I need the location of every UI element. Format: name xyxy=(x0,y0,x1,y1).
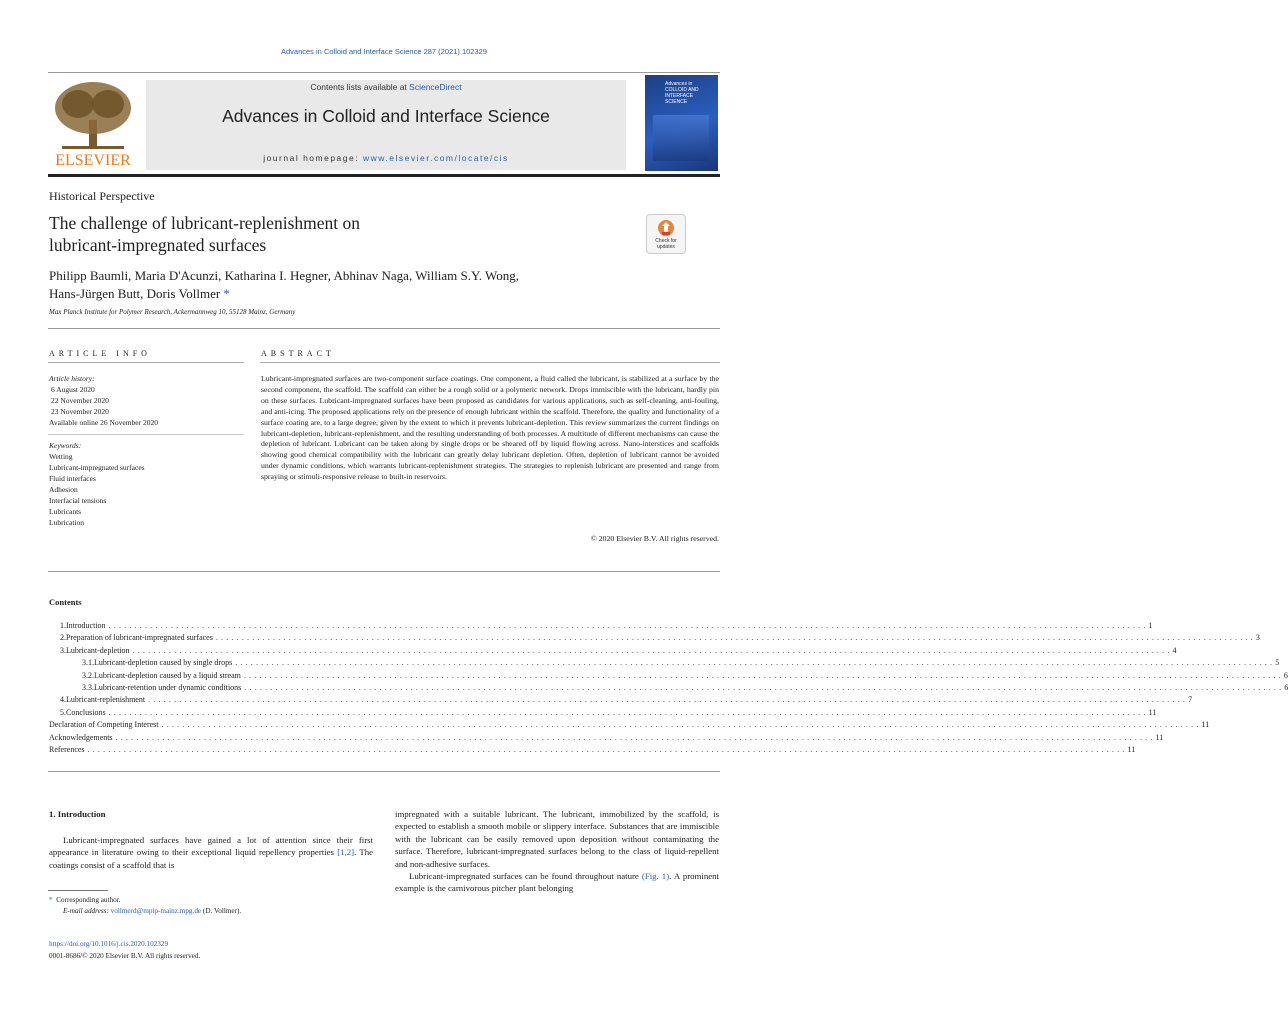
article-title-line1: The challenge of lubricant-replenishment on xyxy=(49,213,360,233)
body-text: . The coatings consist of a scaffold that is xyxy=(49,847,374,870)
toc-leader-dots: ........................................................................................................................................................................................................ xyxy=(215,633,1256,643)
toc-entry[interactable] xyxy=(49,682,1288,695)
footnote-divider xyxy=(48,890,108,891)
toc-number: 3.1. xyxy=(82,658,94,668)
check-updates-label: Check for updates xyxy=(655,238,677,250)
authors-line1: Philipp Baumli, Maria D'Acunzi, Katharina I. Hegner, Abhinav Naga, William S.Y. Wong, xyxy=(49,268,519,283)
toc-entry[interactable] xyxy=(49,621,1153,633)
elsevier-logo xyxy=(48,78,138,170)
keyword: Wetting xyxy=(49,452,73,461)
toc-page-number: 7 xyxy=(1188,695,1193,705)
toc-leader-dots: ........................................................................................................................................................................................................ xyxy=(161,720,1202,730)
toc-leader-dots: ........................................................................................................................................................................................................ xyxy=(108,707,1149,717)
history-revised: 22 November 2020 xyxy=(51,396,109,405)
toc-page-number: 11 xyxy=(1127,744,1136,754)
toc-entry[interactable] xyxy=(49,670,1288,683)
abstract-label: ABSTRACT xyxy=(261,349,335,358)
keywords-divider xyxy=(48,434,244,435)
contents-prefix: Contents lists available at xyxy=(310,82,410,92)
footnote-email-name: (D. Vollmer). xyxy=(201,907,242,915)
toc-entry[interactable] xyxy=(49,695,1193,707)
body-paragraph xyxy=(395,870,719,895)
sciencedirect-link[interactable]: ScienceDirect xyxy=(409,82,462,92)
toc-leader-dots: ........................................................................................................................................................................................................ xyxy=(243,670,1284,680)
toc-leader-dots: ........................................................................................................................................................................................................ xyxy=(244,682,1285,692)
article-info-label: ARTICLE INFO xyxy=(49,349,151,358)
article-info-divider xyxy=(48,362,244,363)
toc-leader-dots: ........................................................................................................................................................................................................ xyxy=(148,695,1189,705)
journal-homepage xyxy=(146,153,626,163)
toc-number: 3.3. xyxy=(82,682,94,692)
body-column-right xyxy=(395,808,719,895)
toc-entry[interactable] xyxy=(49,707,1157,720)
toc-leader-dots: ........................................................................................................................................................................................................ xyxy=(87,744,1128,754)
toc-leader-dots: ........................................................................................................................................................................................................ xyxy=(235,658,1276,668)
author-list xyxy=(49,267,649,303)
figure-link[interactable]: (Fig. 1) xyxy=(641,871,670,882)
toc-leader-dots: ........................................................................................................................................................................................................ xyxy=(132,645,1173,655)
toc-title[interactable]: Lubricant-depletion xyxy=(66,645,130,655)
footnote-email-label: E-mail address: xyxy=(63,907,111,915)
authors-line2: Hans-Jürgen Butt, Doris Vollmer xyxy=(49,286,221,301)
keyword: Interfacial tensions xyxy=(49,496,107,505)
abstract-copyright: © 2020 Elsevier B.V. All rights reserved. xyxy=(590,534,719,543)
history-accepted: 23 November 2020 xyxy=(51,407,109,416)
toc-title[interactable]: Lubricant-depletion caused by single drops xyxy=(94,658,233,668)
footnote xyxy=(49,895,241,917)
toc-entry[interactable] xyxy=(49,658,1280,670)
toc-entry[interactable] xyxy=(49,645,1177,658)
toc-title[interactable]: Conclusions xyxy=(66,707,106,717)
section-heading-introduction: 1. Introduction xyxy=(49,809,106,819)
toc-number: 2. xyxy=(60,633,66,643)
toc-title[interactable]: Introduction xyxy=(66,621,106,630)
cover-graphic xyxy=(653,115,709,161)
divider xyxy=(48,571,720,572)
divider xyxy=(48,771,720,772)
toc-page-number: 4 xyxy=(1172,645,1177,655)
toc-page-number: 6 xyxy=(1284,682,1288,692)
article-title xyxy=(49,212,609,256)
keywords-label: Keywords: xyxy=(49,441,82,450)
keywords xyxy=(49,440,239,528)
doi-link[interactable]: https://doi.org/10.1016/j.cis.2020.102329 xyxy=(49,940,169,948)
toc-title[interactable]: Lubricant-replenishment xyxy=(66,695,146,705)
cover-title: Advances in COLLOID AND INTERFACE SCIENCE xyxy=(665,81,699,105)
history-online: Available online 26 November 2020 xyxy=(49,418,158,427)
body-text: . A prominent example is the carnivorous pitcher plant belonging xyxy=(395,871,719,894)
toc-page-number: 11 xyxy=(1155,732,1164,742)
toc-entry[interactable] xyxy=(49,732,1164,745)
check-for-updates-button[interactable] xyxy=(646,214,686,254)
toc-title[interactable]: References xyxy=(49,744,85,754)
toc-number: 3.2. xyxy=(82,670,94,680)
journal-title: Advances in Colloid and Interface Science xyxy=(222,106,550,126)
citation-link[interactable]: [1,2] xyxy=(337,847,355,858)
toc-entry[interactable] xyxy=(49,744,1136,757)
elsevier-tree-icon xyxy=(48,78,138,170)
article-type: Historical Perspective xyxy=(49,189,155,203)
history-label: Article history: xyxy=(49,374,95,383)
body-paragraph: impregnated with a suitable lubricant. The lubricant, immobilized by the scaffold, is expected to establish a smooth mobile or slippery interface. Substances that are immiscible with the lubricant can be easily removed upon deposition without contaminating the surface. Therefore, lubricant-impregnated surfaces belong to the class of liquid-repellent and non-adhesive surfaces. xyxy=(395,809,719,869)
toc-page-number: 11 xyxy=(1201,720,1210,730)
toc-title[interactable]: Preparation of lubricant-impregnated surfaces xyxy=(66,633,213,643)
toc-page-number: 11 xyxy=(1148,707,1157,717)
toc-page-number: 6 xyxy=(1283,670,1288,680)
keyword: Lubricants xyxy=(49,507,82,516)
issn-line: 0001-8686/© 2020 Elsevier B.V. All rights reserved. xyxy=(49,952,201,960)
body-column-left xyxy=(49,834,373,871)
toc-number: 5. xyxy=(60,707,66,717)
homepage-prefix: journal homepage: xyxy=(263,153,363,163)
keyword: Adhesion xyxy=(49,485,78,494)
header-divider xyxy=(48,72,720,73)
abstract-text: Lubricant-impregnated surfaces are two-component surface coatings. One component, a fluid called the lubricant, is stabilized at a surface by the second component, the scaffold. The scaffold can either be a rough solid or a polymeric network. Drops immiscible with the lubricant, hardly pin on these surfaces. Lubricant-impregnated surfaces have been proposed as candidates for various applications, such as self-cleaning, anti-fouling, and anti-icing. The proposed applications rely on the presence of enough lubricant within the scaffold. Therefore, the quality and functionality of a surface coating are, to a large degree, given by the extent to which it prevents lubricant-depletion. This review summarizes the current findings on lubricant-depletion, lubricant-replenishment, and the resulting understanding of both processes. A multitude of different mechanisms can cause the depletion of lubricant. Lubricant can be taken along by single drops or be sheared off by liquid flowing across. Nano-interstices and scaffolds showing good chemical compatibility with the lubricant can greatly delay lubricant depletion. Often, depletion of lubricant cannot be avoided under dynamic conditions, which warrants lubricant-replenishment strategies. The strategies to replenish lubricant are presented and range from spraying or stimuli-responsive release to built-in reservoirs. xyxy=(261,374,719,482)
article-title-line2: lubricant-impregnated surfaces xyxy=(49,235,267,255)
body-text: Lubricant-impregnated surfaces can be found throughout nature xyxy=(409,871,642,882)
toc-page-number: 5 xyxy=(1275,658,1280,668)
homepage-link[interactable]: www.elsevier.com/locate/cis xyxy=(362,153,509,163)
divider xyxy=(48,328,720,329)
abstract-divider xyxy=(260,362,720,363)
journal-cover xyxy=(645,75,718,171)
table-of-contents xyxy=(49,621,1288,757)
toc-number: 4. xyxy=(60,695,66,705)
toc-number: 1. xyxy=(60,621,66,630)
toc-number: 3. xyxy=(60,645,66,655)
journal-citation[interactable]: Advances in Colloid and Interface Science 287 (2021) 102329 xyxy=(281,47,487,56)
header-bold-divider xyxy=(48,174,720,177)
contents-title: Contents xyxy=(49,597,82,607)
keyword: Lubrication xyxy=(49,518,84,527)
affiliation: Max Planck Institute for Polymer Research, Ackermannweg 10, 55128 Mainz, Germany xyxy=(49,308,296,316)
publisher-logo-text: ELSEVIER xyxy=(55,152,131,169)
keyword: Fluid interfaces xyxy=(49,474,96,483)
toc-leader-dots: ........................................................................................................................................................................................................ xyxy=(115,732,1156,742)
contents-line xyxy=(146,82,626,92)
toc-entry[interactable] xyxy=(49,633,1260,645)
body-text: Lubricant-impregnated surfaces have gained a lot of attention since their first appearance in literature owing to their exceptional liquid repellency properties xyxy=(49,835,373,858)
history-received: 6 August 2020 xyxy=(51,385,95,394)
email-link[interactable]: vollmerd@mpip-mainz.mpg.de xyxy=(110,907,202,915)
footnote-mark: * xyxy=(49,896,53,904)
toc-entry[interactable] xyxy=(49,720,1210,732)
article-history xyxy=(49,373,239,428)
toc-title[interactable]: Declaration of Competing Interest xyxy=(49,720,159,730)
toc-title[interactable]: Lubricant-depletion caused by a liquid stream xyxy=(94,670,241,680)
toc-title[interactable]: Acknowledgements xyxy=(49,732,113,742)
toc-leader-dots: ........................................................................................................................................................................................................ xyxy=(108,621,1149,630)
keyword: Lubricant-impregnated surfaces xyxy=(49,463,145,472)
toc-title[interactable]: Lubricant-retention under dynamic conditions xyxy=(94,682,242,692)
toc-page-number: 3 xyxy=(1255,633,1260,643)
toc-page-number: 1 xyxy=(1148,621,1153,630)
footnote-corresponding: Corresponding author. xyxy=(56,896,121,904)
corresponding-author-mark[interactable]: * xyxy=(223,286,230,301)
